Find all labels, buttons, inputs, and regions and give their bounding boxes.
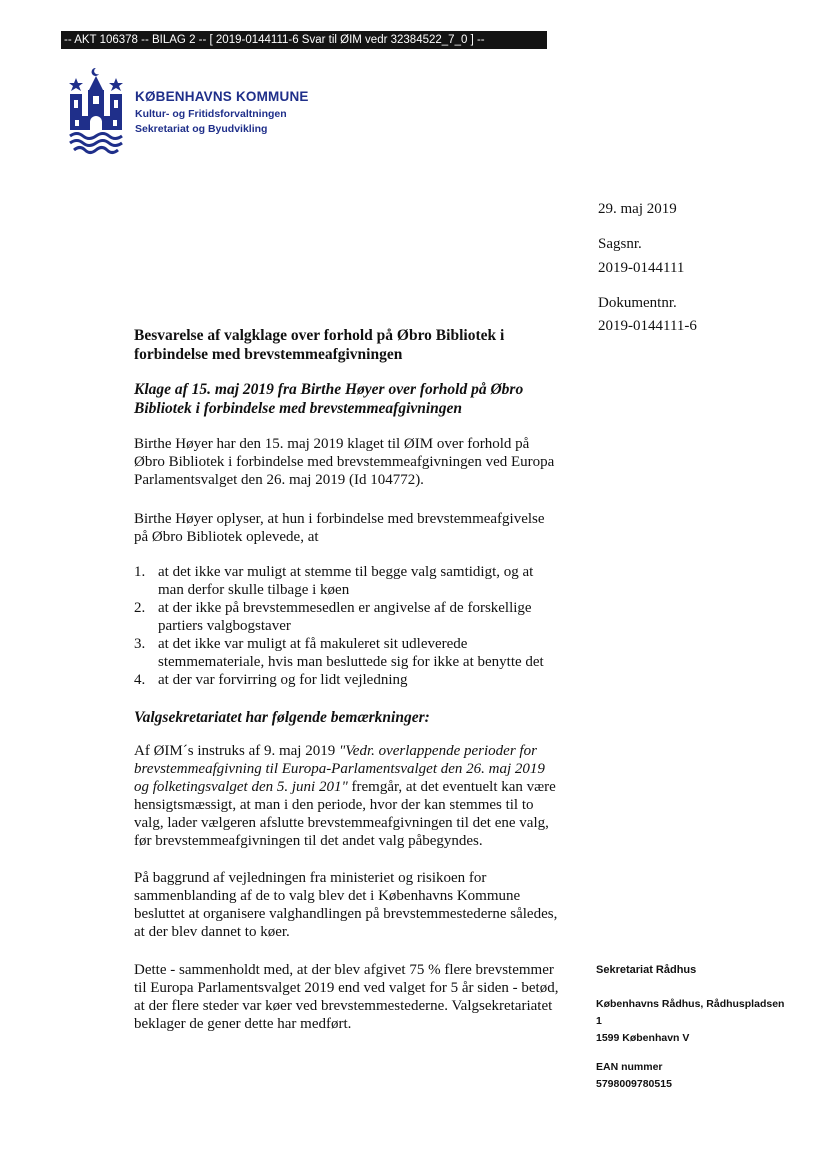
list-number: 3. xyxy=(134,636,146,652)
department-name: Kultur- og Fritidsforvaltningen xyxy=(135,108,287,120)
organization-header xyxy=(135,88,309,138)
paragraph-organization xyxy=(134,869,594,941)
paragraph-line: Dette - sammenholdt med, at der blev afgivet 75 % flere brevstemmer xyxy=(134,962,554,978)
remarks-heading-text: Valgsekretariatet har følgende bemærkninger: xyxy=(134,709,430,726)
paragraph-line: Birthe Høyer oplyser, at hun i forbindelse med brevstemmeafgivelse xyxy=(134,511,545,527)
paragraph-text: fremgår, at det eventuelt kan være xyxy=(347,779,556,795)
case-number: 2019-0144111 xyxy=(598,260,685,276)
document-number: 2019-0144111-6 xyxy=(598,318,697,334)
quoted-title: "Vedr. overlappende perioder for xyxy=(338,743,537,759)
list-text: at der ikke på brevstemmesedlen er angivelse af de forskellige xyxy=(158,600,532,616)
subtitle-line-1: Klage af 15. maj 2019 fra Birthe Høyer over forhold på Øbro xyxy=(134,381,524,398)
case-label: Sagsnr. xyxy=(598,236,642,252)
org-name: KØBENHAVNS KOMMUNE xyxy=(135,89,309,104)
list-text: stemmemateriale, hvis man besluttede sig for ikke at benytte det xyxy=(158,654,544,670)
paragraph-text: Af ØIM´s instruks af 9. maj 2019 xyxy=(134,743,339,759)
address-line: 1 xyxy=(596,1015,602,1027)
paragraph-instruction xyxy=(134,742,594,850)
list-text: at det ikke var muligt at stemme til begge valg samtidigt, og at xyxy=(158,564,534,580)
ean-label: EAN nummer xyxy=(596,1061,663,1073)
list-item xyxy=(134,635,594,671)
address-line: Københavns Rådhus, Rådhuspladsen xyxy=(596,998,785,1010)
list-text: man derfor skulle tilbage i køen xyxy=(158,582,350,598)
paragraph-line: valg, lader vælgeren afslutte brevstemmeafgivningen til det ene valg, xyxy=(134,815,549,831)
document-stamp: -- AKT 106378 -- BILAG 2 -- [ 2019-0144111-6 Svar til ØIM vedr 32384522_7_0 ] -- xyxy=(61,31,547,49)
paragraph-line: besluttet at organisere valghandlingen på brevstemmestederne således, xyxy=(134,906,558,922)
title-line-1: Besvarelse af valgklage over forhold på Øbro Bibliotek i xyxy=(134,327,505,344)
paragraph-line xyxy=(134,742,594,760)
remarks-heading xyxy=(134,708,594,727)
paragraph-line: før brevstemmeafgivningen til det andet valg påbegyndes. xyxy=(134,833,483,849)
quoted-title: og folketingsvalget den 5. juni 201" xyxy=(134,779,348,795)
document-date: 29. maj 2019 xyxy=(598,201,677,217)
copenhagen-coat-of-arms-logo xyxy=(66,66,126,156)
complaint-points-list xyxy=(134,563,594,689)
paragraph-line: På baggrund af vejledningen fra ministeriet og risikoen for xyxy=(134,870,487,886)
office-name: Sekretariat Rådhus xyxy=(596,964,697,976)
document-meta xyxy=(598,200,697,336)
unit-name: Sekretariat og Byudvikling xyxy=(135,123,268,135)
list-text: at der var forvirring og for lidt vejledning xyxy=(158,672,408,688)
list-item xyxy=(134,563,594,599)
list-number: 1. xyxy=(134,564,146,580)
paragraph-line: beklager de gener dette har medført. xyxy=(134,1016,352,1032)
address-line: 1599 København V xyxy=(596,1032,690,1044)
paragraph-line: til Europa Parlamentsvalget 2019 end ved valget for 5 år siden - betød, xyxy=(134,980,559,996)
paragraph-line: Øbro Bibliotek i forbindelse med brevstemmeafgivningen ved Europa xyxy=(134,454,555,470)
list-item xyxy=(134,671,594,689)
quoted-title: brevstemmeafgivning til Europa-Parlamentsvalget den 26. maj 2019 xyxy=(134,761,545,777)
paragraph-line: at der flere steder var køer ved brevstemmestederne. Valgsekretariatet xyxy=(134,998,553,1014)
paragraph-line: på Øbro Bibliotek oplevede, at xyxy=(134,529,319,545)
list-text: partiers valgbogstaver xyxy=(158,618,291,634)
paragraph-line: hensigtsmæssigt, at man i den periode, hvor der kan stemmes til to xyxy=(134,797,534,813)
list-text: at det ikke var muligt at få makuleret sit udleverede xyxy=(158,636,468,652)
sender-address-block xyxy=(596,962,784,1093)
document-title xyxy=(134,326,594,364)
paragraph-conclusion xyxy=(134,961,594,1033)
paragraph-line: sammenblanding af de to valg blev det i Københavns Kommune xyxy=(134,888,521,904)
paragraph-line xyxy=(134,778,594,796)
list-number: 4. xyxy=(134,672,146,688)
paragraph-line: Parlamentsvalget den 26. maj 2019 (Id 104772). xyxy=(134,472,424,488)
list-number: 2. xyxy=(134,600,146,616)
document-subtitle xyxy=(134,380,594,418)
document-number-label: Dokumentnr. xyxy=(598,295,677,311)
list-item xyxy=(134,599,594,635)
ean-number: 5798009780515 xyxy=(596,1078,672,1090)
subtitle-line-2: Bibliotek i forbindelse med brevstemmeafgivningen xyxy=(134,400,463,417)
paragraph-line xyxy=(134,760,594,778)
paragraph-complaint xyxy=(134,435,594,489)
paragraph-line: Birthe Høyer har den 15. maj 2019 klaget til ØIM over forhold på xyxy=(134,436,530,452)
paragraph-experience xyxy=(134,510,594,546)
paragraph-line: at der blev dannet to køer. xyxy=(134,924,290,940)
title-line-2: forbindelse med brevstemmeafgivningen xyxy=(134,346,403,363)
